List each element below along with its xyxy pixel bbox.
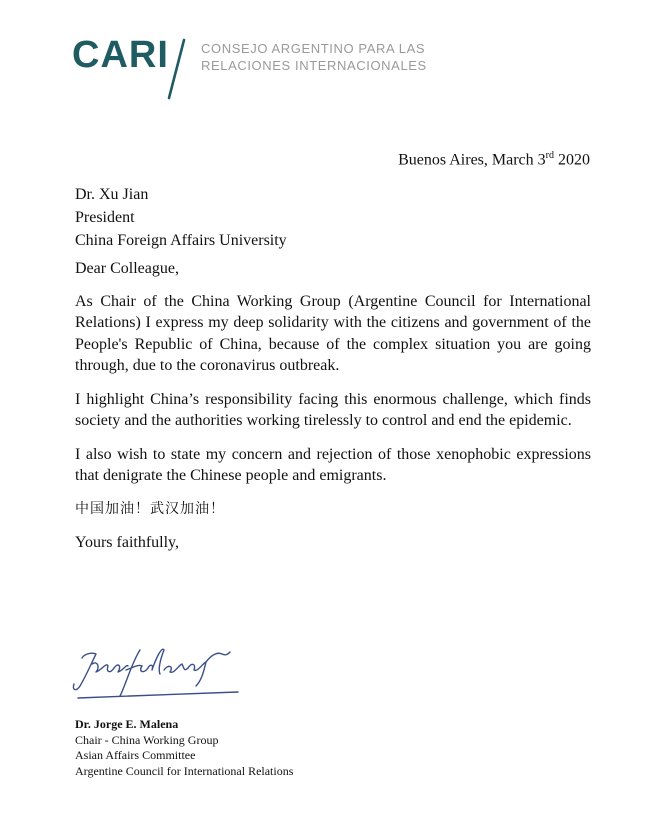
chinese-encouragement: 中国加油！武汉加油！ [75, 500, 225, 517]
recipient-title: President [75, 209, 135, 226]
closing: Yours faithfully, [75, 534, 180, 551]
logo-slash-icon [165, 38, 187, 100]
signer-committee: Asian Affairs Committee [75, 748, 196, 762]
letter-body [75, 258, 591, 566]
org-name-line-2: RELACIONES INTERNACIONALES [201, 58, 427, 73]
signer-role: Chair - China Working Group [75, 732, 219, 747]
letter-date [398, 150, 590, 169]
recipient-name: Dr. Xu Jian [75, 186, 149, 203]
recipient-block [75, 183, 287, 252]
signature-block [75, 717, 293, 779]
signer-name: Dr. Jorge E. Malena [75, 717, 179, 731]
paragraph-responsibility: I highlight China’s responsibility facing this enormous challenge, which finds society and the authorities working tirelessly to control and end the epidemic. [75, 390, 591, 429]
date-ordinal: rd [545, 150, 554, 161]
paragraph-xenophobia: I also wish to state my concern and rejection of those xenophobic expressions that denigrate the Chinese people and emigrants. [75, 445, 591, 484]
signer-organization: Argentine Council for International Relations [75, 763, 294, 778]
letterhead [0, 0, 650, 110]
paragraph-solidarity: As Chair of the China Working Group (Argentine Council for International Relations) I express my deep solidarity with the citizens and government of the People's Republic of China, because of the complex situation you are going through, due to the coronavirus outbreak. [75, 292, 591, 374]
org-name [201, 40, 427, 74]
handwritten-signature [68, 640, 243, 702]
recipient-institution: China Foreign Affairs University [75, 232, 287, 249]
cari-logo: CARI [72, 34, 169, 76]
date-prefix: Buenos Aires, March 3 [398, 151, 546, 169]
salutation: Dear Colleague, [75, 260, 179, 277]
date-year: 2020 [554, 151, 590, 169]
org-name-line-1: CONSEJO ARGENTINO PARA LAS [201, 41, 426, 56]
